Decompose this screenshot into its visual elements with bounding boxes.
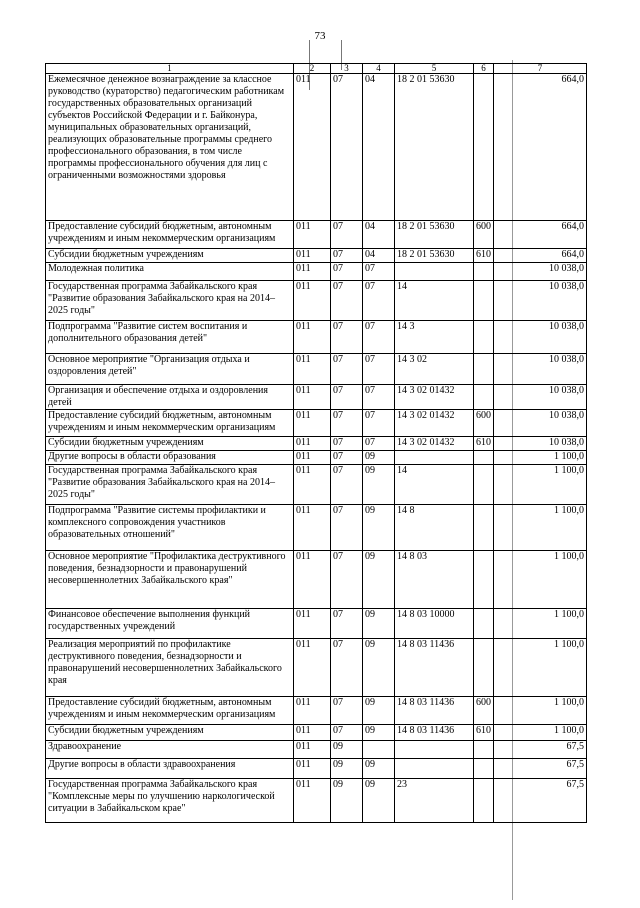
cell-target-article: 14 3 02 01432 bbox=[395, 437, 474, 451]
cell-section: 07 bbox=[331, 249, 363, 263]
row-name: Реализация мероприятий по профилактике деструктивного поведения, безнадзорности и правонарушений несовершеннолетних Забайкальского края bbox=[46, 639, 294, 697]
row-name: Другие вопросы в области здравоохранения bbox=[46, 759, 294, 779]
cell-section: 07 bbox=[331, 551, 363, 609]
cell-amount: 67,5 bbox=[494, 741, 587, 759]
cell-section: 07 bbox=[331, 697, 363, 725]
cell-section: 07 bbox=[331, 465, 363, 505]
table-row bbox=[46, 551, 587, 609]
cell-section: 07 bbox=[331, 451, 363, 465]
cell-amount: 664,0 bbox=[494, 249, 587, 263]
cell-expense-type bbox=[474, 263, 494, 281]
cell-admin-code: 011 bbox=[294, 437, 331, 451]
table-row bbox=[46, 410, 587, 437]
cell-target-article: 14 8 03 11436 bbox=[395, 725, 474, 741]
cell-section: 07 bbox=[331, 74, 363, 221]
cell-target-article: 14 3 02 01432 bbox=[395, 410, 474, 437]
table-row bbox=[46, 221, 587, 249]
cell-subsection: 07 bbox=[363, 263, 395, 281]
cell-expense-type: 600 bbox=[474, 410, 494, 437]
cell-subsection: 09 bbox=[363, 609, 395, 639]
cell-expense-type: 610 bbox=[474, 437, 494, 451]
row-name: Предоставление субсидий бюджетным, автономным учреждениям и иным некоммерческим организациям bbox=[46, 697, 294, 725]
cell-section: 09 bbox=[331, 779, 363, 823]
row-name: Основное мероприятие "Организация отдыха и оздоровления детей" bbox=[46, 354, 294, 385]
row-name: Подпрограмма "Развитие систем воспитания и дополнительного образования детей" bbox=[46, 321, 294, 354]
cell-section: 09 bbox=[331, 741, 363, 759]
table-row bbox=[46, 465, 587, 505]
table-row bbox=[46, 505, 587, 551]
cell-target-article: 14 8 03 11436 bbox=[395, 639, 474, 697]
cell-target-article: 14 3 02 bbox=[395, 354, 474, 385]
cell-subsection bbox=[363, 741, 395, 759]
cell-expense-type: 610 bbox=[474, 249, 494, 263]
cell-amount: 10 038,0 bbox=[494, 410, 587, 437]
cell-expense-type bbox=[474, 451, 494, 465]
cell-admin-code: 011 bbox=[294, 551, 331, 609]
table-row bbox=[46, 451, 587, 465]
cell-subsection: 07 bbox=[363, 385, 395, 410]
column-header: 3 bbox=[331, 64, 363, 74]
row-name: Субсидии бюджетным учреждениям bbox=[46, 437, 294, 451]
cell-target-article: 14 8 03 bbox=[395, 551, 474, 609]
cell-admin-code: 011 bbox=[294, 321, 331, 354]
cell-expense-type bbox=[474, 281, 494, 321]
row-name: Субсидии бюджетным учреждениям bbox=[46, 249, 294, 263]
table-row bbox=[46, 779, 587, 823]
cell-admin-code: 011 bbox=[294, 725, 331, 741]
table-row bbox=[46, 725, 587, 741]
cell-admin-code: 011 bbox=[294, 779, 331, 823]
cell-amount: 10 038,0 bbox=[494, 263, 587, 281]
cell-section: 07 bbox=[331, 221, 363, 249]
cell-section: 07 bbox=[331, 263, 363, 281]
cell-target-article: 14 8 03 11436 bbox=[395, 697, 474, 725]
cell-target-article: 18 2 01 53630 bbox=[395, 221, 474, 249]
cell-target-article: 14 8 bbox=[395, 505, 474, 551]
cell-admin-code: 011 bbox=[294, 410, 331, 437]
cell-section: 07 bbox=[331, 354, 363, 385]
cell-section: 09 bbox=[331, 759, 363, 779]
row-name: Государственная программа Забайкальского края "Развитие образования Забайкальского края на 2014–2025 годы" bbox=[46, 281, 294, 321]
row-name: Здравоохранение bbox=[46, 741, 294, 759]
cell-target-article: 18 2 01 53630 bbox=[395, 249, 474, 263]
column-header: 5 bbox=[395, 64, 474, 74]
page-number: 73 bbox=[314, 30, 326, 42]
row-name: Финансовое обеспечение выполнения функций государственных учреждений bbox=[46, 609, 294, 639]
table-row bbox=[46, 697, 587, 725]
cell-admin-code: 011 bbox=[294, 249, 331, 263]
cell-expense-type: 600 bbox=[474, 221, 494, 249]
cell-expense-type bbox=[474, 465, 494, 505]
table-row bbox=[46, 437, 587, 451]
cell-expense-type bbox=[474, 385, 494, 410]
table-row bbox=[46, 741, 587, 759]
cell-admin-code: 011 bbox=[294, 263, 331, 281]
cell-amount: 10 038,0 bbox=[494, 281, 587, 321]
cell-target-article bbox=[395, 759, 474, 779]
table-row bbox=[46, 321, 587, 354]
column-header: 1 bbox=[46, 64, 294, 74]
cell-subsection: 04 bbox=[363, 74, 395, 221]
row-name: Ежемесячное денежное вознаграждение за классное руководство (кураторство) педагогическим работникам государственных образовательных организаций субъектов Российской Федерации и г. Байконура, муниципальных образовательных организаций, реализующих образовательные программы среднего профессионального образования, в том числе программы профессионального обучения для лиц с ограниченными возможностями здоровья bbox=[46, 74, 294, 221]
cell-admin-code: 011 bbox=[294, 451, 331, 465]
cell-amount: 1 100,0 bbox=[494, 551, 587, 609]
cell-subsection: 07 bbox=[363, 410, 395, 437]
cell-amount: 664,0 bbox=[494, 74, 587, 221]
cell-admin-code: 011 bbox=[294, 281, 331, 321]
cell-admin-code: 011 bbox=[294, 639, 331, 697]
cell-expense-type bbox=[474, 609, 494, 639]
cell-subsection: 09 bbox=[363, 465, 395, 505]
cell-amount: 67,5 bbox=[494, 779, 587, 823]
cell-amount: 1 100,0 bbox=[494, 697, 587, 725]
cell-expense-type: 600 bbox=[474, 697, 494, 725]
column-header: 4 bbox=[363, 64, 395, 74]
cell-target-article bbox=[395, 741, 474, 759]
cell-admin-code: 011 bbox=[294, 609, 331, 639]
cell-amount: 1 100,0 bbox=[494, 451, 587, 465]
cell-subsection: 09 bbox=[363, 505, 395, 551]
table-row bbox=[46, 354, 587, 385]
column-header: 2 bbox=[294, 64, 331, 74]
cell-section: 07 bbox=[331, 410, 363, 437]
column-header: 7 bbox=[494, 64, 587, 74]
cell-admin-code: 011 bbox=[294, 221, 331, 249]
cell-target-article: 18 2 01 53630 bbox=[395, 74, 474, 221]
table-row bbox=[46, 385, 587, 410]
cell-expense-type bbox=[474, 74, 494, 221]
cell-expense-type bbox=[474, 759, 494, 779]
cell-target-article: 14 bbox=[395, 281, 474, 321]
table-row bbox=[46, 609, 587, 639]
row-name: Организация и обеспечение отдыха и оздоровления детей bbox=[46, 385, 294, 410]
cell-admin-code: 011 bbox=[294, 465, 331, 505]
cell-admin-code: 011 bbox=[294, 385, 331, 410]
table-row bbox=[46, 639, 587, 697]
cell-admin-code: 011 bbox=[294, 697, 331, 725]
cell-admin-code: 011 bbox=[294, 505, 331, 551]
cell-subsection: 07 bbox=[363, 437, 395, 451]
cell-section: 07 bbox=[331, 437, 363, 451]
table-row bbox=[46, 281, 587, 321]
cell-subsection: 04 bbox=[363, 249, 395, 263]
cell-expense-type: 610 bbox=[474, 725, 494, 741]
cell-section: 07 bbox=[331, 609, 363, 639]
cell-subsection: 04 bbox=[363, 221, 395, 249]
cell-target-article: 14 3 02 01432 bbox=[395, 385, 474, 410]
table-row bbox=[46, 759, 587, 779]
cell-target-article: 23 bbox=[395, 779, 474, 823]
cell-subsection: 07 bbox=[363, 354, 395, 385]
cell-subsection: 09 bbox=[363, 639, 395, 697]
cell-section: 07 bbox=[331, 321, 363, 354]
cell-admin-code: 011 bbox=[294, 354, 331, 385]
row-name: Субсидии бюджетным учреждениям bbox=[46, 725, 294, 741]
cell-amount: 664,0 bbox=[494, 221, 587, 249]
row-name: Молодежная политика bbox=[46, 263, 294, 281]
cell-expense-type bbox=[474, 741, 494, 759]
cell-section: 07 bbox=[331, 639, 363, 697]
row-name: Государственная программа Забайкальского края "Комплексные меры по улучшению наркологической ситуации в Забайкальском крае" bbox=[46, 779, 294, 823]
cell-section: 07 bbox=[331, 281, 363, 321]
column-header: 6 bbox=[474, 64, 494, 74]
cell-expense-type bbox=[474, 354, 494, 385]
row-name: Государственная программа Забайкальского края "Развитие образования Забайкальского края на 2014–2025 годы" bbox=[46, 465, 294, 505]
cell-expense-type bbox=[474, 779, 494, 823]
cell-subsection: 07 bbox=[363, 321, 395, 354]
cell-admin-code: 011 bbox=[294, 74, 331, 221]
row-name: Другие вопросы в области образования bbox=[46, 451, 294, 465]
row-name: Подпрограмма "Развитие системы профилактики и комплексного сопровождения участников образовательных отношений" bbox=[46, 505, 294, 551]
cell-expense-type bbox=[474, 321, 494, 354]
cell-subsection: 09 bbox=[363, 697, 395, 725]
cell-target-article: 14 8 03 10000 bbox=[395, 609, 474, 639]
budget-table bbox=[45, 63, 587, 823]
cell-expense-type bbox=[474, 505, 494, 551]
table-header-row bbox=[46, 64, 587, 74]
row-name: Предоставление субсидий бюджетным, автономным учреждениям и иным некоммерческим организациям bbox=[46, 410, 294, 437]
cell-expense-type bbox=[474, 639, 494, 697]
cell-section: 07 bbox=[331, 725, 363, 741]
cell-amount: 10 038,0 bbox=[494, 437, 587, 451]
cell-amount: 1 100,0 bbox=[494, 465, 587, 505]
cell-amount: 1 100,0 bbox=[494, 505, 587, 551]
row-name: Предоставление субсидий бюджетным, автономным учреждениям и иным некоммерческим организациям bbox=[46, 221, 294, 249]
cell-subsection: 09 bbox=[363, 451, 395, 465]
cell-subsection: 07 bbox=[363, 281, 395, 321]
cell-subsection: 09 bbox=[363, 725, 395, 741]
cell-subsection: 09 bbox=[363, 551, 395, 609]
cell-amount: 1 100,0 bbox=[494, 609, 587, 639]
row-name: Основное мероприятие "Профилактика деструктивного поведения, безнадзорности и правонарушений несовершеннолетних Забайкальского края" bbox=[46, 551, 294, 609]
cell-subsection: 09 bbox=[363, 779, 395, 823]
cell-section: 07 bbox=[331, 385, 363, 410]
cell-target-article bbox=[395, 263, 474, 281]
cell-amount: 10 038,0 bbox=[494, 385, 587, 410]
cell-target-article: 14 3 bbox=[395, 321, 474, 354]
cell-amount: 67,5 bbox=[494, 759, 587, 779]
table-row bbox=[46, 74, 587, 221]
cell-admin-code: 011 bbox=[294, 741, 331, 759]
table-row bbox=[46, 263, 587, 281]
cell-target-article bbox=[395, 451, 474, 465]
cell-amount: 1 100,0 bbox=[494, 639, 587, 697]
cell-admin-code: 011 bbox=[294, 759, 331, 779]
cell-amount: 10 038,0 bbox=[494, 354, 587, 385]
cell-target-article: 14 bbox=[395, 465, 474, 505]
cell-amount: 1 100,0 bbox=[494, 725, 587, 741]
cell-section: 07 bbox=[331, 505, 363, 551]
cell-amount: 10 038,0 bbox=[494, 321, 587, 354]
cell-subsection: 09 bbox=[363, 759, 395, 779]
cell-expense-type bbox=[474, 551, 494, 609]
table-row bbox=[46, 249, 587, 263]
